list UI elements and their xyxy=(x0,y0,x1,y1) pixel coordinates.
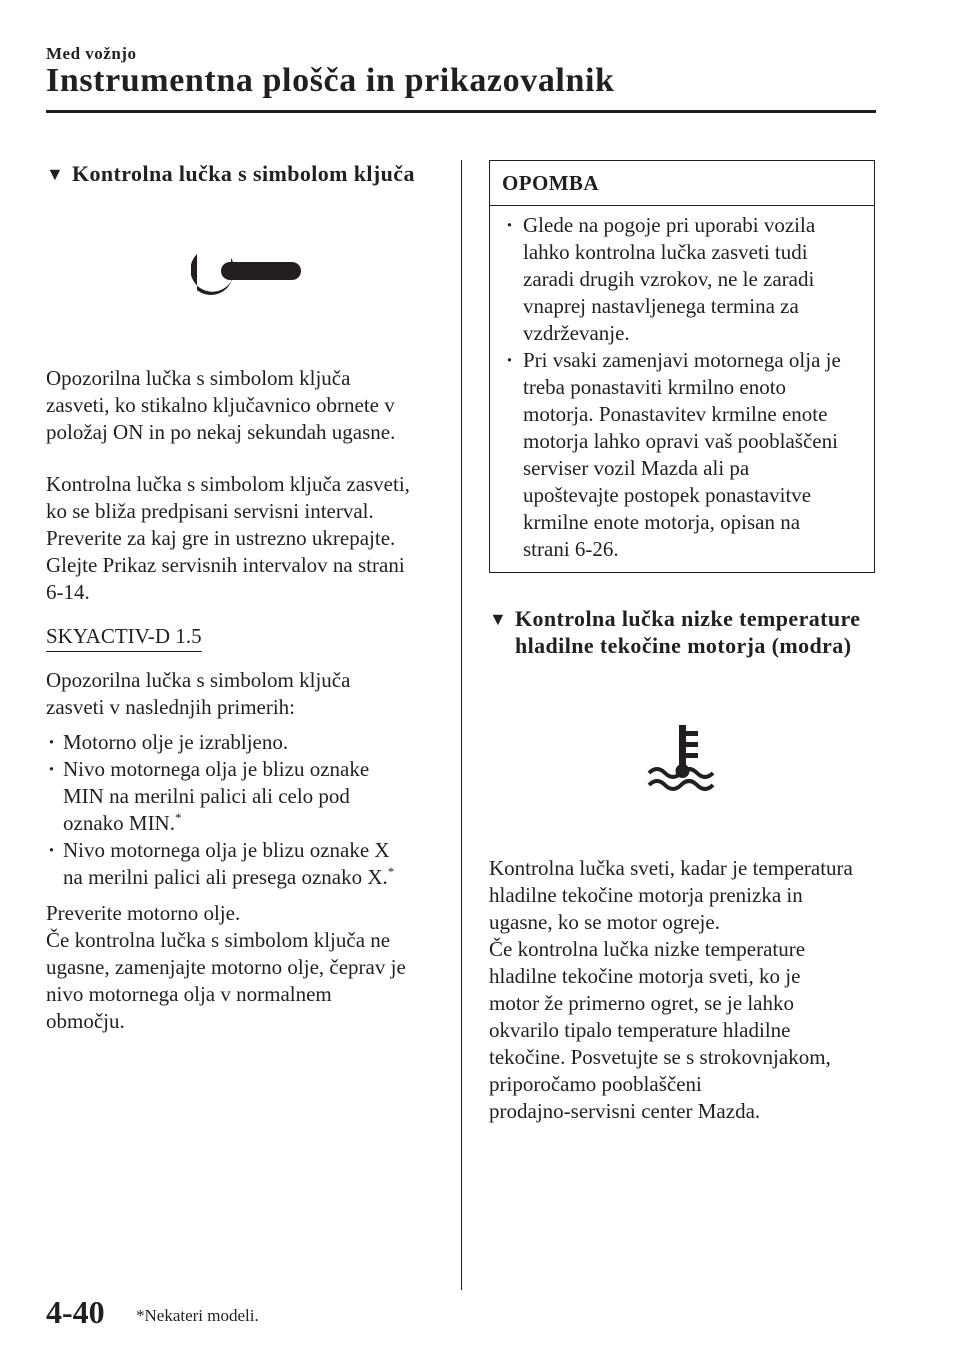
footnote: *Nekateri modeli. xyxy=(136,1306,259,1325)
footnote-marker: * xyxy=(174,810,182,825)
wrench-paragraph-1: Opozorilna lučka s simbolom ključa zasveti, ko stikalno ključavnico obrnete v položaj ON in po nekaj sekundah ugasne. xyxy=(46,366,396,444)
list-item: · Glede na pogoje pri uporabi vozila lahko kontrolna lučka zasveti tudi zaradi drugih vzrokov, ne le zaradi vnaprej nastavljenega termina za vzdrževanje. xyxy=(506,213,816,345)
skyactiv-subheading: SKYACTIV-D 1.5 xyxy=(46,623,202,652)
list-item: · Nivo motornega olja je blizu oznake X na merilni palici ali presega oznako X.* xyxy=(48,838,395,889)
column-divider xyxy=(461,160,462,1290)
footnote-marker: * xyxy=(387,864,395,879)
note-box xyxy=(489,160,875,573)
oil-condition-list xyxy=(46,729,446,891)
list-item: · Nivo motornega olja je blizu oznake MIN na merilni palici ali celo pod oznako MIN.* xyxy=(48,757,370,835)
oil-check-paragraph: Preverite motorno olje. Če kontrolna lučka s simbolom ključa ne ugasne, zamenjajte motorno olje, čeprav je nivo motornega olja v normalnem območju. xyxy=(46,901,406,1033)
wrench-paragraph-2: Kontrolna lučka s simbolom ključa zasveti, ko se bliža predpisani servisni interval. Preverite za kaj gre in ustrezno ukrepajte. Glejte Prikaz servisnih intervalov na strani 6-14. xyxy=(46,472,410,604)
section-label: Med vožnjo xyxy=(46,44,137,63)
list-item: · Pri vsaki zamenjavi motornega olja je treba ponastaviti krmilno enoto motorja. Ponastavitev krmilne enote motorja lahko opravi vaš pooblaščeni serviser vozil Mazda ali pa upoštevajte postopek ponastavitve krmilne enote motorja, opisan na strani 6-26. xyxy=(506,348,841,561)
wrench-icon xyxy=(191,246,301,306)
coolant-paragraph: Kontrolna lučka sveti, kadar je temperatura hladilne tekočine motorja prenizka in ugasne, ko se motor ogreje. Če kontrolna lučka nizke temperature hladilne tekočine motorja sveti, ko je motor že primerno ogret, se je lahko okvarilo tipalo temperature hladilne tekočine. Posvetujte se s strokovnjakom, priporočamo pooblaščeni prodajno-servisni center Mazda. xyxy=(489,856,853,1123)
coolant-section-heading: ▼ Kontrolna lučka nizke temperature hladilne tekočine motorja (modra) xyxy=(489,606,861,658)
right-column xyxy=(489,160,876,1125)
skyactiv-paragraph: Opozorilna lučka s simbolom ključa zasveti v naslednjih primerih: xyxy=(46,668,351,719)
wrench-icon-container xyxy=(46,187,446,365)
page-number: 4-40 xyxy=(46,1294,105,1330)
left-column xyxy=(46,160,446,1035)
page-title: Instrumentna plošča in prikazovalnik xyxy=(46,62,615,99)
coolant-temperature-icon xyxy=(643,717,723,797)
triangle-marker-icon: ▼ xyxy=(489,609,508,629)
note-list xyxy=(504,212,862,563)
triangle-marker-icon: ▼ xyxy=(46,164,65,184)
coolant-icon-container xyxy=(489,659,876,855)
note-label: OPOMBA xyxy=(490,161,874,206)
title-rule xyxy=(46,110,876,113)
wrench-section-heading: ▼ Kontrolna lučka s simbolom ključa xyxy=(46,161,415,186)
list-item: · Motorno olje je izrabljeno. xyxy=(48,730,289,754)
